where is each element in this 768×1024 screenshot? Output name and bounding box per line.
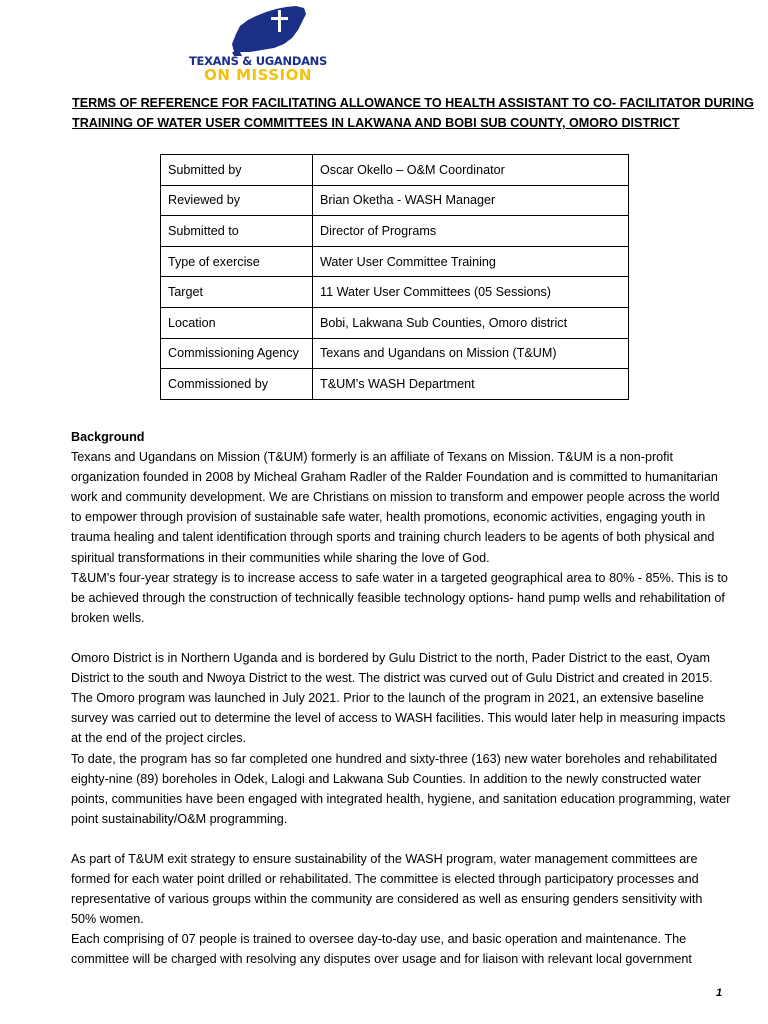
paragraph-1: Texans and Ugandans on Mission (T&UM) formerly is an affiliate of Texans on Mission. T&UM is a non-profit organization founded in 2008 by Micheal Graham Radler of the Ralder Foundation and is committed to humanitarian work and community development. We are Christians on mission to transform and empower people across the world to empower through provision of sustainable safe water, health promotions, economic activities, engaging youth in trauma healing and talent identification through sports and training church leaders to be agents of both physical and spiritual transformations in their communities while sharing the love of God.	[71, 450, 720, 565]
paragraph-5: As part of T&UM exit strategy to ensure sustainability of the WASH program, water management committees are formed for each water point drilled or rehabilitated. The committee is elected through participatory processes and representative of various groups within the community are considered as well as ensuring genders sensitivity with 50% women.	[71, 851, 703, 927]
row-label: Type of exercise	[161, 246, 313, 277]
row-label: Reviewed by	[161, 185, 313, 216]
table-row	[161, 277, 629, 308]
paragraph-2: T&UM’s four-year strategy is to increase access to safe water in a targeted geographical area to 80% - 85%. This is to be achieved through the construction of technically feasible technology options- hand pump wells and rehabilitation of broken wells.	[71, 570, 728, 625]
table-row	[161, 155, 629, 186]
logo-text-bottom: ON MISSION	[204, 66, 312, 84]
row-value: Brian Oketha - WASH Manager	[313, 185, 629, 216]
row-label: Submitted by	[161, 155, 313, 186]
uganda-map-icon	[166, 4, 350, 56]
section-heading: Background	[71, 430, 145, 444]
submission-info-table	[160, 154, 629, 400]
row-label: Target	[161, 277, 313, 308]
document-title	[72, 93, 754, 133]
paragraph-4: To date, the program has so far completed one hundred and sixty-three (163) new water boreholes and rehabilitated eighty-nine (89) boreholes in Odek, Lalogi and Lakwana Sub Counties. In addition to the newly constructed water points, communities have been engaged with integrated health, hygiene, and sanitation education programming, water point sustainability/O&M programming.	[71, 751, 731, 826]
row-label: Commissioned by	[161, 369, 313, 400]
logo-text-top: TEXANS & UGANDANS	[189, 54, 327, 68]
table-row	[161, 246, 629, 277]
row-label: Location	[161, 307, 313, 338]
row-value: 11 Water User Committees (05 Sessions)	[313, 277, 629, 308]
table-row	[161, 307, 629, 338]
row-value: Bobi, Lakwana Sub Counties, Omoro district	[313, 307, 629, 338]
page-number: 1	[716, 987, 723, 999]
paragraph-6: Each comprising of 07 people is trained to oversee day-to-day use, and basic operation and maintenance. The committee will be charged with resolving any disputes over usage and for liaison with relevant local government	[71, 932, 692, 967]
table-row	[161, 185, 629, 216]
paragraph-3: Omoro District is in Northern Uganda and is bordered by Gulu District to the north, Pader District to the east, Oyam District to the south and Nwoya District to the west. The district was curved out of Gulu District and created in 2015. The Omoro program was launched in July 2021. Prior to the launch of the program in 2021, an extensive baseline survey was carried out to determine the level of access to WASH facilities. This would later help in measuring impacts at the end of the project circles.	[71, 651, 726, 746]
background-section	[71, 427, 731, 970]
organization-logo	[166, 4, 350, 88]
row-value: Water User Committee Training	[313, 246, 629, 277]
table-row	[161, 338, 629, 369]
row-label: Commissioning Agency	[161, 338, 313, 369]
table-row	[161, 216, 629, 247]
row-label: Submitted to	[161, 216, 313, 247]
row-value: Texans and Ugandans on Mission (T&UM)	[313, 338, 629, 369]
row-value: Oscar Okello – O&M Coordinator	[313, 155, 629, 186]
row-value: Director of Programs	[313, 216, 629, 247]
title-line-1: TERMS OF REFERENCE FOR FACILITATING ALLOWANCE TO HEALTH ASSISTANT TO CO- FACILITATOR DURING	[72, 96, 754, 110]
row-value: T&UM’s WASH Department	[313, 369, 629, 400]
title-line-2: TRAINING OF WATER USER COMMITTEES IN LAKWANA AND BOBI SUB COUNTY, OMORO DISTRICT	[72, 116, 680, 130]
table-row	[161, 369, 629, 400]
